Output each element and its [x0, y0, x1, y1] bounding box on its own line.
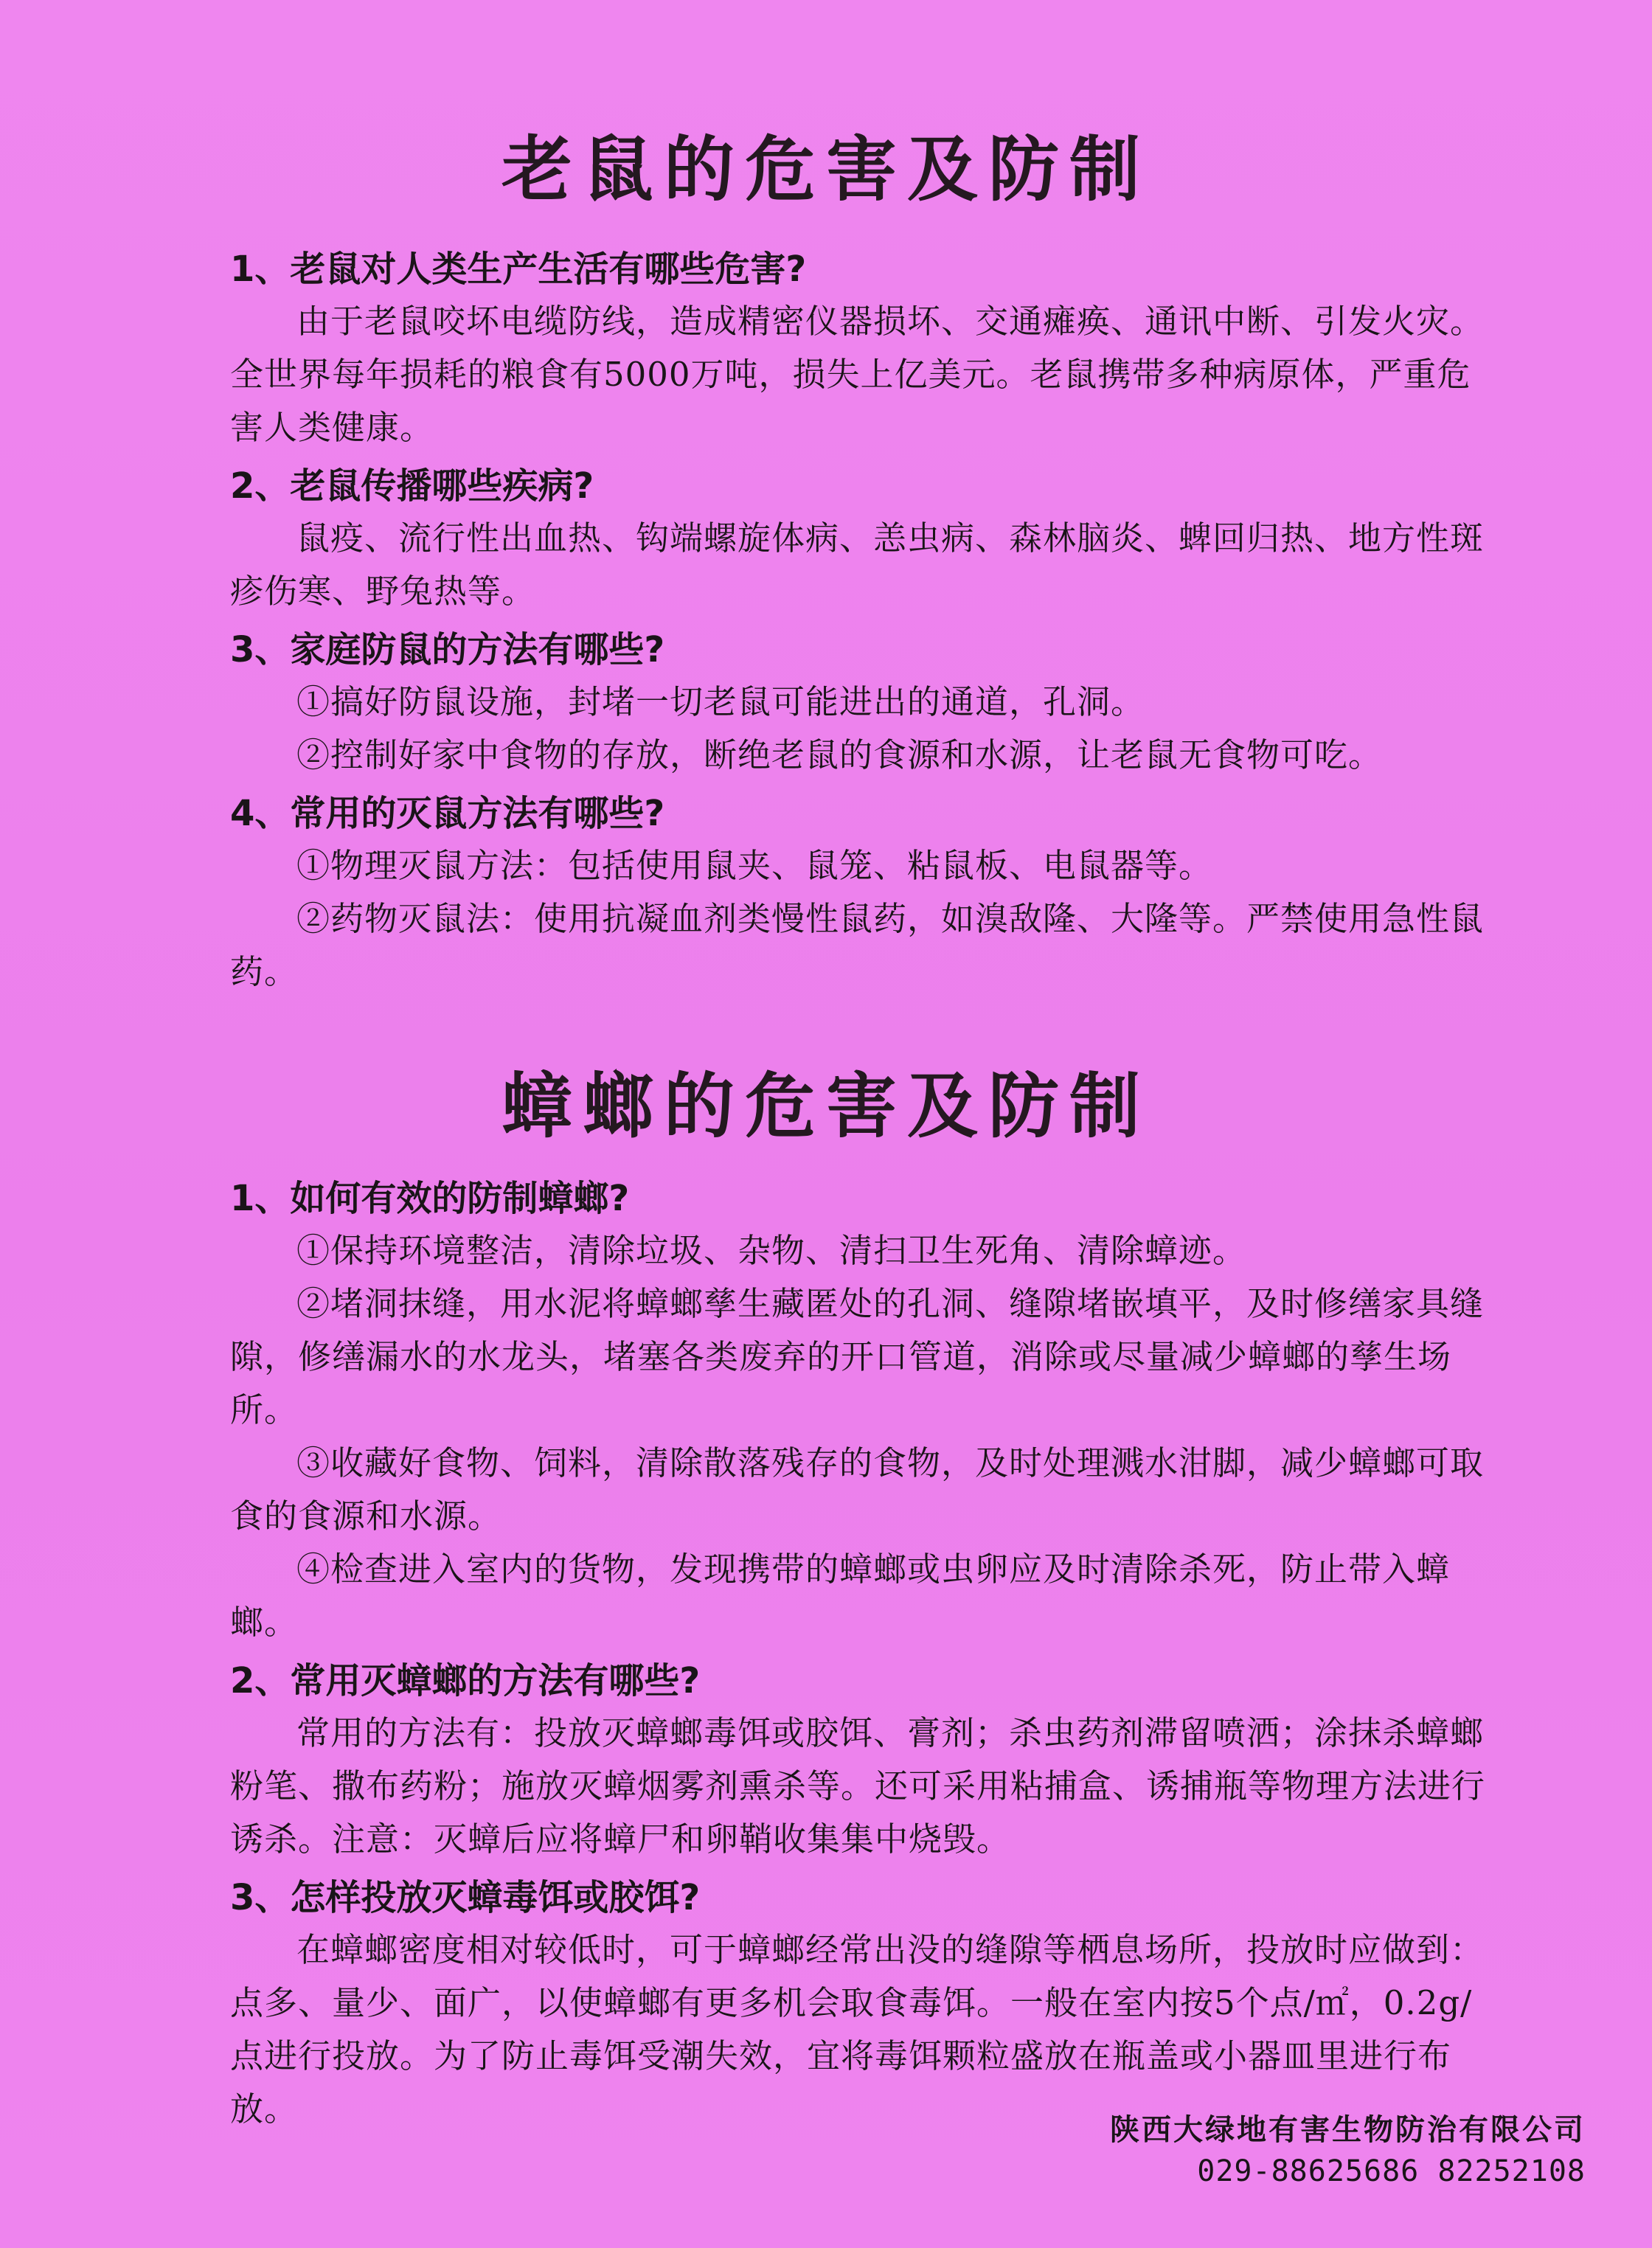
rat-section	[230, 243, 1493, 999]
company-footer	[1110, 2109, 1586, 2192]
answer-paragraph: ③收藏好食物、饲料，清除散落残存的食物，及时处理溅水泔脚，减少蟑螂可取食的食源和水源。	[230, 1443, 1485, 1536]
answer-paragraph: ②堵洞抹缝，用水泥将蟑螂孳生藏匿处的孔洞、缝隙堵嵌填平，及时修缮家具缝隙，修缮漏水的水龙头，堵塞各类废弃的开口管道，消除或尽量减少蟑螂的孳生场所。	[230, 1284, 1485, 1429]
question-heading: 1、如何有效的防制蟑螂?	[230, 1178, 630, 1219]
question-heading: 1、老鼠对人类生产生活有哪些危害?	[230, 249, 807, 290]
answer-paragraph: ④检查进入室内的货物，发现携带的蟑螂或虫卵应及时清除杀死，防止带入蟑螂。	[230, 1550, 1451, 1642]
company-phone: 029-88625686 82252108	[1197, 2154, 1586, 2188]
answer-paragraph: ①保持环境整洁，清除垃圾、杂物、清扫卫生死角、清除蟑迹。	[296, 1231, 1247, 1270]
question-heading: 4、常用的灭鼠方法有哪些?	[230, 793, 665, 834]
question-heading: 2、常用灭蟑螂的方法有哪些?	[230, 1660, 701, 1701]
answer-paragraph: 常用的方法有：投放灭蟑螂毒饵或胶饵、膏剂；杀虫药剂滞留喷洒；涂抹杀蟑螂粉笔、撒布药粉；施放灭蟑烟雾剂熏杀等。还可采用粘捕盒、诱捕瓶等物理方法进行诱杀。注意：灭蟑后应将蟑尸和卵鞘收集集中烧毁。	[230, 1713, 1486, 1859]
cockroach-section-title: 蟑螂的危害及防制	[502, 1064, 1150, 1148]
rat-section-title: 老鼠的危害及防制	[502, 128, 1150, 211]
answer-paragraph: 在蟑螂密度相对较低时，可于蟑螂经常出没的缝隙等栖息场所，投放时应做到：点多、量少、面广，以使蟑螂有更多机会取食毒饵。一般在室内按5个点/㎡，0.2g/点进行投放。为了防止毒饵受潮失效，宜将毒饵颗粒盛放在瓶盖或小器皿里进行布放。	[230, 1930, 1485, 2129]
answer-paragraph: 鼠疫、流行性出血热、钩端螺旋体病、恙虫病、森林脑炎、蜱回归热、地方性斑疹伤寒、野兔热等。	[230, 518, 1485, 611]
question-heading: 3、家庭防鼠的方法有哪些?	[230, 629, 665, 670]
answer-paragraph: 由于老鼠咬坏电缆防线，造成精密仪器损坏、交通瘫痪、通讯中断、引发火灾。全世界每年损耗的粮食有5000万吨，损失上亿美元。老鼠携带多种病原体，严重危害人类健康。	[230, 302, 1485, 447]
cockroach-section	[230, 1173, 1493, 2136]
answer-paragraph: ①物理灭鼠方法：包括使用鼠夹、鼠笼、粘鼠板、电鼠器等。	[296, 846, 1213, 885]
answer-paragraph: ②控制好家中食物的存放，断绝老鼠的食源和水源，让老鼠无食物可吃。	[296, 735, 1383, 774]
question-heading: 2、老鼠传播哪些疾病?	[230, 465, 594, 507]
answer-paragraph: ①搞好防鼠设施，封堵一切老鼠可能进出的通道，孔洞。	[296, 682, 1145, 721]
answer-paragraph: ②药物灭鼠法：使用抗凝血剂类慢性鼠药，如溴敌隆、大隆等。严禁使用急性鼠药。	[230, 899, 1485, 991]
question-heading: 3、怎样投放灭蟑毒饵或胶饵?	[230, 1877, 701, 1918]
company-name: 陕西大绿地有害生物防治有限公司	[1110, 2113, 1586, 2147]
